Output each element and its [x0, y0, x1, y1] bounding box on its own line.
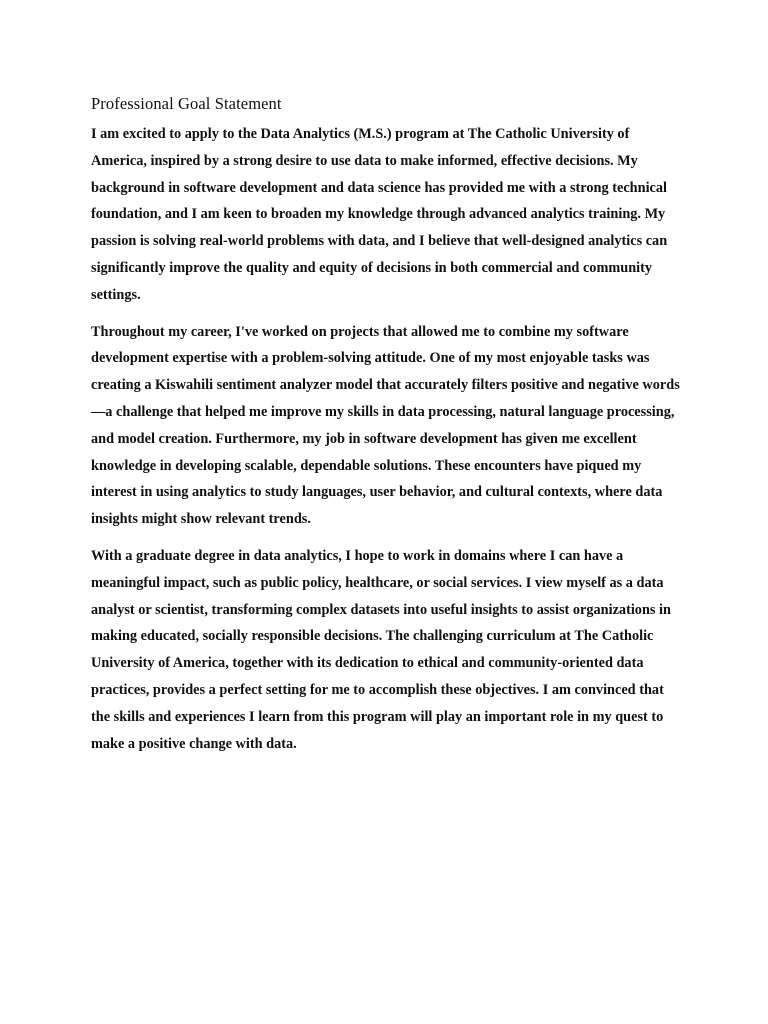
paragraph-introduction: I am excited to apply to the Data Analytics (M.S.) program at The Catholic University of America, inspired by a strong desire to use data to make informed, effective decisions. My background in software development and data science has provided me with a strong technical foundation, and I am keen to broaden my knowledge through advanced analytics training. My passion is solving real-world problems with data, and I believe that well-designed analytics can significantly improve the quality and equity of decisions in both commercial and community settings. — [91, 126, 668, 303]
paragraph-goals: With a graduate degree in data analytics, I hope to work in domains where I can have a meaningful impact, such as public policy, healthcare, or social services. I view myself as a data analyst or scientist, transforming complex datasets into useful insights to assist organizations in making educated, socially responsible decisions. The challenging curriculum at The Catholic University of America, together with its dedication to ethical and community-oriented data practices, provides a perfect setting for me to accomplish these objectives. I am convinced that the skills and experiences I learn from this program will play an important role in my quest to make a positive change with data. — [91, 547, 671, 752]
paragraph-experience: Throughout my career, I've worked on projects that allowed me to combine my software development expertise with a problem-solving attitude. One of my most enjoyable tasks was creating a Kiswahili sentiment analyzer model that accurately filters positive and negative words—a challenge that helped me improve my skills in data processing, natural language processing, and model creation. Furthermore, my job in software development has given me excellent knowledge in developing scalable, dependable solutions. These encounters have piqued my interest in using analytics to study languages, user behavior, and cultural contexts, where data insights might show relevant trends. — [91, 323, 680, 528]
document-body — [91, 93, 681, 767]
document-title: Professional Goal Statement — [91, 94, 282, 113]
